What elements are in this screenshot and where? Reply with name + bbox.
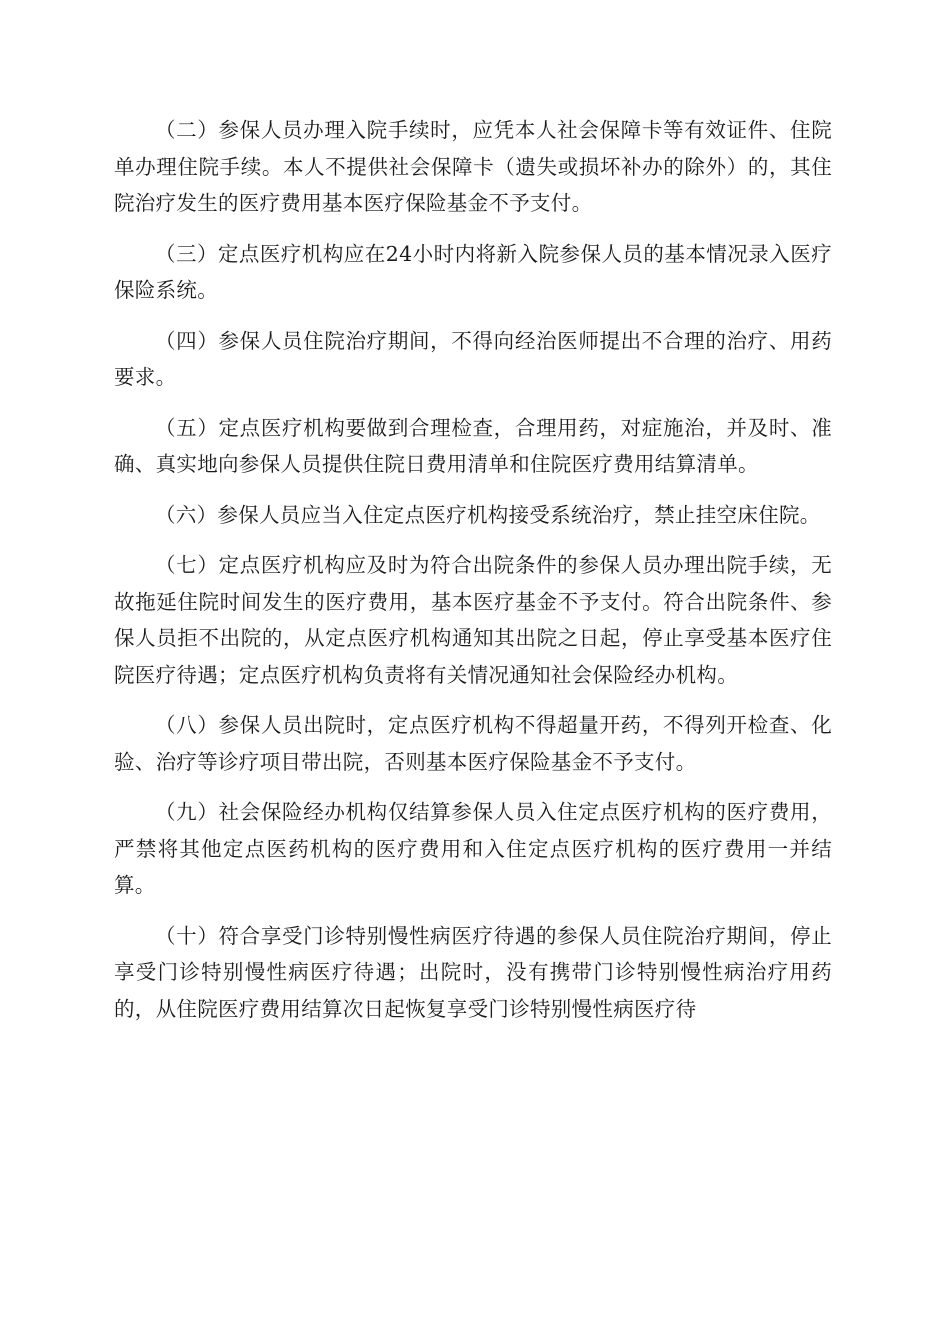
paragraph-10: （十）符合享受门诊特别慢性病医疗待遇的参保人员住院治疗期间，停止享受门诊特别慢性病医疗待遇；出院时，没有携带门诊特别慢性病治疗用药的，从住院医疗费用结算次日起恢复享受门诊特别慢性病医疗待 — [114, 923, 832, 1021]
paragraph-3: （三）定点医疗机构应在24小时内将新入院参保人员的基本情况录入医疗保险系统。 — [114, 241, 832, 302]
paragraph-7: （七）定点医疗机构应及时为符合出院条件的参保人员办理出院手续，无故拖延住院时间发生的医疗费用，基本医疗基金不予支付。符合出院条件、参保人员拒不出院的，从定点医疗机构通知其出院之日起，停止享受基本医疗住院医疗待遇；定点医疗机构负责将有关情况通知社会保险经办机构。 — [114, 553, 832, 687]
paragraph-9: （九）社会保险经办机构仅结算参保人员入住定点医疗机构的医疗费用，严禁将其他定点医药机构的医疗费用和入住定点医疗机构的医疗费用一并结算。 — [114, 800, 832, 897]
paragraph-6: （六）参保人员应当入住定点医疗机构接受系统治疗，禁止挂空床住院。 — [155, 502, 821, 527]
paragraph-2: （二）参保人员办理入院手续时，应凭本人社会保障卡等有效证件、住院单办理住院手续。本人不提供社会保障卡（遗失或损坏补办的除外）的，其住院治疗发生的医疗费用基本医疗保险基金不予支付。 — [114, 118, 832, 215]
paragraph-8: （八）参保人员出院时，定点医疗机构不得超量开药，不得列开检查、化验、治疗等诊疗项目带出院，否则基本医疗保险基金不予支付。 — [114, 713, 832, 774]
paragraph-4: （四）参保人员住院治疗期间，不得向经治医师提出不合理的治疗、用药要求。 — [114, 328, 832, 389]
document-body — [114, 112, 832, 1041]
paragraph-5: （五）定点医疗机构要做到合理检查，合理用药，对症施治，并及时、准确、真实地向参保人员提供住院日费用清单和住院医疗费用结算清单。 — [114, 415, 832, 476]
